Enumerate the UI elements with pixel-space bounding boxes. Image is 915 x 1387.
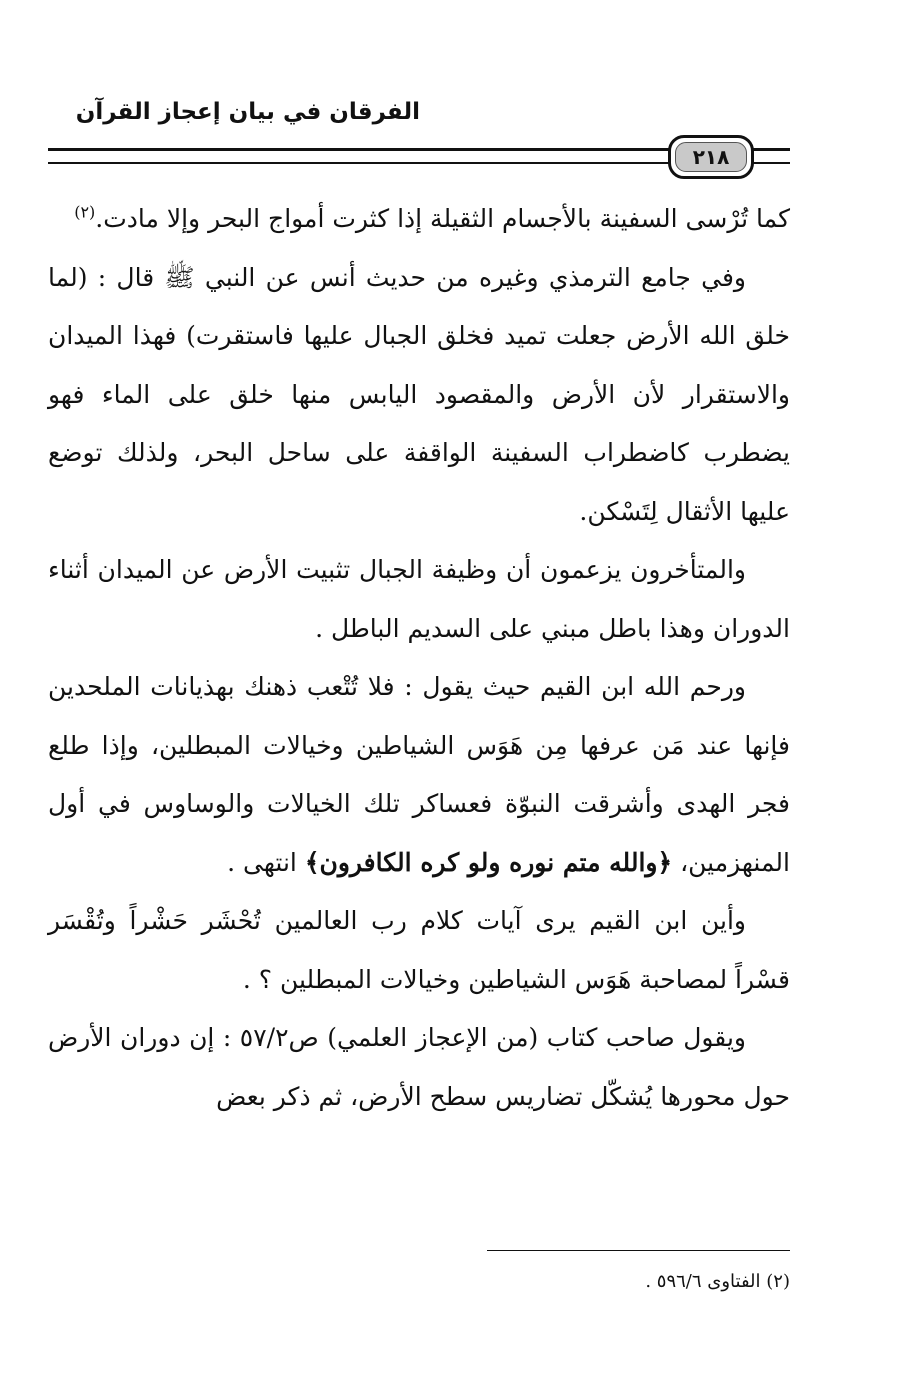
paragraph-1-text: كما تُرْسى السفينة بالأجسام الثقيلة إذا كثرت أمواج البحر وإلا مادت. xyxy=(95,204,790,233)
paragraph-2: وفي جامع الترمذي وغيره من حديث أنس عن النبي ﷺ قال : (لما خلق الله الأرض جعلت تميد فخلق الجبال عليها فاستقرت) فهذا الميدان والاستقرار لأن الأرض والمقصود اليابس منها خلق على الماء فهو يضطرب كاضطراب السفينة الواقفة على ساحل البحر، ولذلك توضع عليها الأثقال لِتَسْكن. xyxy=(48,262,790,526)
paragraph-4 xyxy=(48,658,790,892)
quran-quote: ﴿والله متم نوره ولو كره الكافرون﴾ xyxy=(304,847,673,877)
page-number-badge xyxy=(668,135,754,179)
paragraph-4-text: ورحم الله ابن القيم حيث يقول : فلا تُتْعب ذهنك بهذيانات الملحدين فإنها عند مَن عرفها مِن هَوَس الشياطين وخيالات المبطلين، وإذا طلع فجر الهدى وأشرقت النبوّة فعساكر تلك الخيالات والوساوس في أول المنهزمين، xyxy=(48,672,790,877)
footnote: (٢) الفتاوى ٥٩٦/٦ . xyxy=(645,1271,790,1292)
header-rule-right-top xyxy=(752,148,790,151)
paragraph-5: وأين ابن القيم يرى آيات كلام رب العالمين تُحْشَر حَشْراً وتُقْسَر قسْراً لمصاحبة هَوَس الشياطين وخيالات المبطلين ؟ . xyxy=(48,906,790,994)
paragraph-3: والمتأخرون يزعمون أن وظيفة الجبال تثبيت الأرض عن الميدان أثناء الدوران وهذا باطل مبني على السديم الباطل . xyxy=(48,555,790,643)
running-title: الفرقان في بيان إعجاز القرآن xyxy=(75,99,420,125)
footnote-separator xyxy=(487,1250,790,1251)
header-rule-top xyxy=(48,148,670,151)
page-number: ٢١٨ xyxy=(675,142,747,172)
header-rule-bottom xyxy=(48,162,670,164)
paragraph-1 xyxy=(48,190,790,249)
body-text xyxy=(48,190,790,1126)
paragraph-6: ويقول صاحب كتاب (من الإعجاز العلمي) ص٥٧/٢ : إن دوران الأرض حول محورها يُشكّل تضاريس سطح الأرض، ثم ذكر بعض xyxy=(48,1023,790,1111)
paragraph-4-end: انتهى . xyxy=(227,847,297,877)
header-rule-right-bottom xyxy=(752,162,790,164)
footnote-ref: (٢) xyxy=(74,202,96,222)
